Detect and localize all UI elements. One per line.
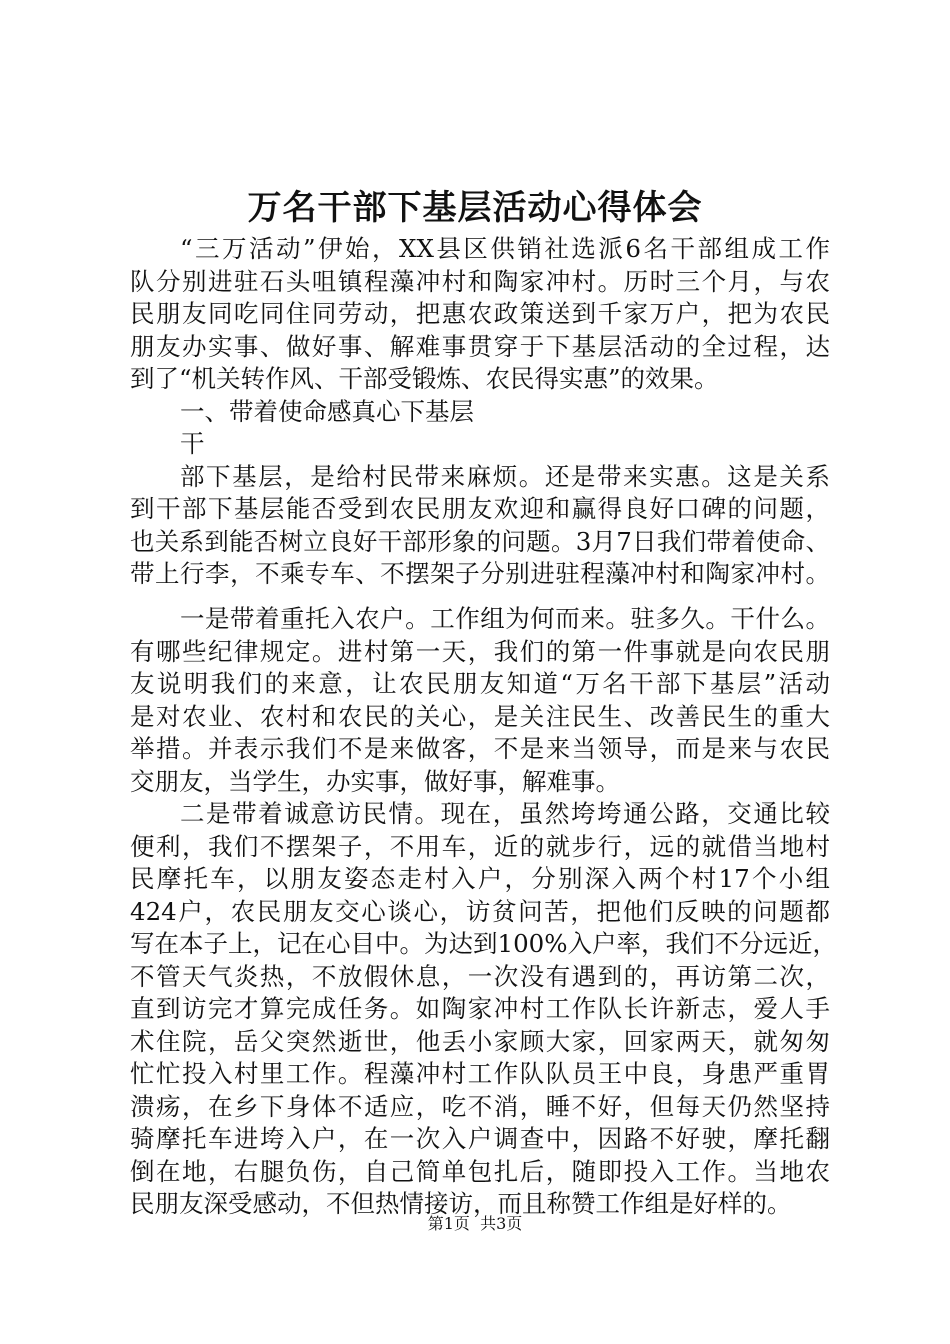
text-line: 有哪些纪律规定。进村第一天，我们的第一件事就是向农民朋 <box>130 636 830 666</box>
text-line: 溃疡，在乡下身体不适应，吃不消，睡不好，但每天仍然坚持 <box>130 1091 830 1121</box>
text-line: 部下基层，是给村民带来麻烦。还是带来实惠。这是关系 <box>180 461 830 491</box>
text-line: 是对农业、农村和农民的关心，是关注民生、改善民生的重大 <box>130 701 830 731</box>
text-line: “三万活动”伊始，XX县区供销社选派6名干部组成工作 <box>180 234 830 263</box>
text-line: 到干部下基层能否受到农民朋友欢迎和赢得良好口碑的问题， <box>130 494 830 523</box>
text-line: 带上行李，不乘专车、不摆架子分别进驻程藻冲村和陶家冲村。 <box>130 559 830 588</box>
text-line: 交朋友，当学生，办实事，做好事，解难事。 <box>130 766 620 796</box>
text-line: 朋友办实事、做好事、解难事贯穿于下基层活动的全过程，达 <box>130 331 830 361</box>
text-line: 民朋友深受感动，不但热情接访，而且称赞工作组是好样的。 <box>130 1189 792 1218</box>
document-title: 万名干部下基层活动心得体会 <box>247 188 703 228</box>
text-line: 干 <box>180 429 205 458</box>
text-line: 二是带着诚意访民情。现在，虽然垮垮通公路，交通比较 <box>180 799 830 828</box>
body-block-1 <box>130 233 830 591</box>
body-block-2 <box>130 603 838 1221</box>
text-line: 队分别进驻石头咀镇程藻冲村和陶家冲村。历时三个月，与农 <box>130 266 830 296</box>
text-line: 举措。并表示我们不是来做客，不是来当领导，而是来与农民 <box>130 734 830 763</box>
text-line: 到了“机关转作风、干部受锻炼、农民得实惠”的效果。 <box>130 364 719 393</box>
page-number-footer: 第1页 共3页 <box>427 1214 523 1233</box>
text-line: 一是带着重托入农户。工作组为何而来。驻多久。干什么。 <box>180 604 830 633</box>
text-line: 直到访完才算完成任务。如陶家冲村工作队长许新志，爱人手 <box>130 994 830 1023</box>
text-line: 也关系到能否树立良好干部形象的问题。3月7日我们带着使命、 <box>130 526 830 556</box>
text-line: 民朋友同吃同住同劳动，把惠农政策送到千家万户，把为农民 <box>130 299 830 328</box>
text-line: 友说明我们的来意，让农民朋友知道“万名干部下基层”活动 <box>130 669 830 698</box>
text-line: 424户，农民朋友交心谈心，访贫问苦，把他们反映的问题都 <box>130 896 830 926</box>
text-line: 倒在地，右腿负伤，自己简单包扎后，随即投入工作。当地农 <box>130 1156 830 1186</box>
text-line: 术住院，岳父突然逝世，他丢小家顾大家，回家两天，就匆匆 <box>130 1026 830 1056</box>
text-line: 忙忙投入村里工作。程藻冲村工作队队员王中良，身患严重胃 <box>130 1059 830 1088</box>
text-line: 骑摩托车进垮入户，在一次入户调查中，因路不好驶，摩托翻 <box>130 1124 830 1153</box>
text-line: 民摩托车，以朋友姿态走村入户，分别深入两个村17个小组 <box>130 864 830 893</box>
text-line: 写在本子上，记在心目中。为达到100%入户率，我们不分远近， <box>130 929 838 958</box>
text-line: 便利，我们不摆架子，不用车，近的就步行，远的就借当地村 <box>130 831 830 861</box>
section-heading: 一、带着使命感真心下基层 <box>180 396 474 426</box>
text-line: 不管天气炎热，不放假休息，一次没有遇到的，再访第二次， <box>130 961 830 991</box>
